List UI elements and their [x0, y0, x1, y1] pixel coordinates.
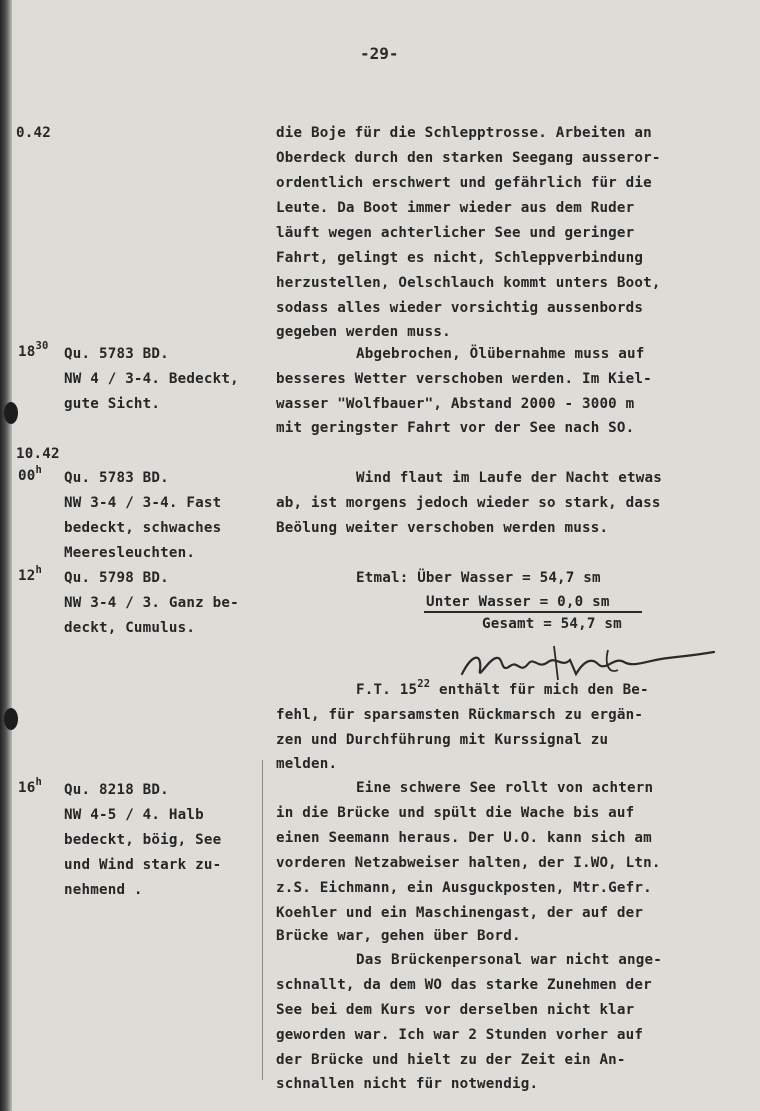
position-entry: Qu. 5798 BD.	[64, 570, 169, 586]
time-entry: $18^{30}$	[18, 340, 49, 360]
time-entry: 16$^h$	[18, 776, 43, 796]
body-line: mit geringster Fahrt vor der See nach SO.	[276, 420, 635, 436]
etmal-underline	[424, 611, 642, 613]
punch-hole-icon	[4, 402, 18, 424]
body-line: fehl, für sparsamsten Rückmarsch zu ergän-	[276, 707, 644, 723]
body-line: ordentlich erschwert und gefährlich für die	[276, 175, 652, 191]
weather-entry: bedeckt, böig, See	[64, 832, 222, 848]
body-line: Oberdeck durch den starken Seegang ausseror-	[276, 150, 661, 166]
body-line: Wind flaut im Laufe der Nacht etwas	[356, 470, 662, 486]
weather-entry: NW 4 / 3-4. Bedeckt,	[64, 371, 239, 387]
weather-entry: nehmend .	[64, 882, 143, 898]
body-line: der Brücke und hielt zu der Zeit ein An-	[276, 1052, 626, 1068]
weather-entry: NW 4-5 / 4. Halb	[64, 807, 204, 823]
weather-entry: Meeresleuchten.	[64, 545, 196, 561]
time-entry: 0.42	[16, 125, 51, 141]
body-line: Fahrt, gelingt es nicht, Schleppverbindung	[276, 250, 644, 266]
body-line: Das Brückenpersonal war nicht ange-	[356, 952, 662, 968]
time-entry: 12$^h$	[18, 564, 43, 584]
body-line: ab, ist morgens jedoch wieder so stark, dass	[276, 495, 661, 511]
page-number: -29-	[360, 44, 399, 63]
weather-entry: NW 3-4 / 3-4. Fast	[64, 495, 222, 511]
weather-entry: deckt, Cumulus.	[64, 620, 196, 636]
body-line: die Boje für die Schlepptrosse. Arbeiten an	[276, 125, 652, 141]
body-line: herzustellen, Oelschlauch kommt unters Boot,	[276, 275, 661, 291]
body-line: See bei dem Kurs vor derselben nicht klar	[276, 1002, 635, 1018]
body-line: zen und Durchführung mit Kurssignal zu	[276, 732, 609, 748]
body-line: Koehler und ein Maschinengast, der auf der	[276, 905, 644, 921]
body-line: sodass alles wieder vorsichtig aussenbords	[276, 300, 644, 316]
position-entry: Qu. 8218 BD.	[64, 782, 169, 798]
body-line: vorderen Netzabweiser halten, der I.WO, Ltn.	[276, 855, 661, 871]
weather-entry: gute Sicht.	[64, 396, 161, 412]
weather-entry: NW 3-4 / 3. Ganz be-	[64, 595, 239, 611]
body-line: schnallen nicht für notwendig.	[276, 1076, 539, 1092]
body-line: geworden war. Ich war 2 Stunden vorher auf	[276, 1027, 644, 1043]
body-line: einen Seemann heraus. Der U.O. kann sich am	[276, 830, 652, 846]
time-entry: 00$^h$	[18, 464, 43, 484]
body-line: melden.	[276, 756, 338, 772]
body-line: Eine schwere See rollt von achtern	[356, 780, 654, 796]
body-line: in die Brücke und spült die Wache bis auf	[276, 805, 635, 821]
etmal-line: Gesamt = 54,7 sm	[482, 616, 622, 632]
body-line: Leute. Da Boot immer wieder aus dem Ruder	[276, 200, 635, 216]
weather-entry: bedeckt, schwaches	[64, 520, 222, 536]
time-entry: 10.42	[16, 446, 60, 462]
page-edge-shadow	[0, 0, 12, 1111]
body-line: z.S. Eichmann, ein Ausguckposten, Mtr.Gefr.	[276, 880, 652, 896]
position-entry: Qu. 5783 BD.	[64, 346, 169, 362]
body-line: gegeben werden muss.	[276, 324, 451, 340]
body-line: besseres Wetter verschoben werden. Im Kiel-	[276, 371, 652, 387]
body-line: läuft wegen achterlicher See und geringer	[276, 225, 635, 241]
punch-hole-icon	[4, 708, 18, 730]
body-line: schnallt, da dem WO das starke Zunehmen der	[276, 977, 652, 993]
body-line: F.T. $15^{22}$ enthält für mich den Be-	[356, 678, 649, 698]
weather-entry: und Wind stark zu-	[64, 857, 222, 873]
column-divider	[262, 760, 263, 1080]
body-line: Brücke war, gehen über Bord.	[276, 928, 521, 944]
position-entry: Qu. 5783 BD.	[64, 470, 169, 486]
body-line: Abgebrochen, Ölübernahme muss auf	[356, 346, 645, 362]
etmal-line: Etmal: Über Wasser = 54,7 sm	[356, 570, 601, 586]
body-line: Beölung weiter verschoben werden muss.	[276, 520, 609, 536]
etmal-line: Unter Wasser = 0,0 sm	[426, 594, 610, 610]
body-line: wasser "Wolfbauer", Abstand 2000 - 3000 m	[276, 396, 635, 412]
